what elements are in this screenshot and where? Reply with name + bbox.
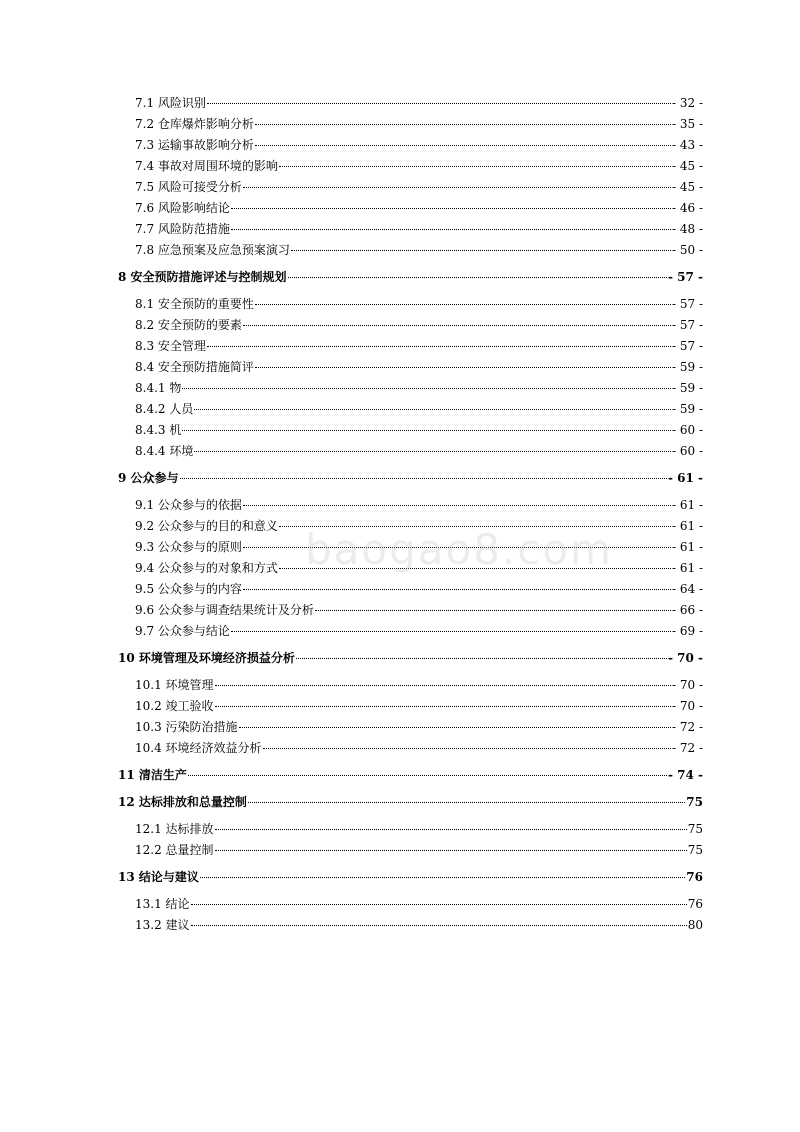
toc-page-number: - 45 - bbox=[671, 159, 703, 173]
toc-page-number: - 57 - bbox=[671, 297, 703, 311]
toc-entry-title: 7.1 风险识别 bbox=[135, 96, 206, 110]
toc-dot-leader bbox=[215, 684, 671, 686]
toc-entry-title: 7.6 风险影响结论 bbox=[135, 201, 230, 215]
toc-entry-title: 8.4.1 物 bbox=[135, 381, 182, 395]
toc-entry-title: 10.2 竣工验收 bbox=[135, 699, 214, 713]
toc-dot-leader bbox=[239, 726, 671, 728]
toc-entry-title: 7.7 风险防范措施 bbox=[135, 222, 230, 236]
toc-dot-leader bbox=[243, 504, 671, 506]
toc-entry-title: 9.6 公众参与调查结果统计及分析 bbox=[135, 603, 314, 617]
toc-dot-leader bbox=[207, 102, 671, 104]
toc-dot-leader bbox=[180, 477, 667, 479]
toc-entry-title: 9.5 公众参与的内容 bbox=[135, 582, 242, 596]
toc-entry-title: 8.4 安全预防措施简评 bbox=[135, 360, 254, 374]
toc-entry-title: 8.4.3 机 bbox=[135, 423, 182, 437]
toc-entry-title: 13 结论与建议 bbox=[118, 870, 199, 884]
toc-section-entry[interactable] bbox=[118, 402, 703, 423]
toc-entry-title: 7.4 事故对周围环境的影响 bbox=[135, 159, 278, 173]
toc-chapter-entry[interactable] bbox=[118, 768, 703, 789]
toc-section-entry[interactable] bbox=[118, 138, 703, 159]
toc-dot-leader bbox=[207, 345, 671, 347]
toc-entry-title: 13.1 结论 bbox=[135, 897, 190, 911]
toc-entry-title: 8.3 安全管理 bbox=[135, 339, 206, 353]
toc-entry-title: 7.3 运输事故影响分析 bbox=[135, 138, 254, 152]
toc-page-number: 75 bbox=[687, 822, 703, 836]
toc-section-entry[interactable] bbox=[118, 159, 703, 180]
toc-section-entry[interactable] bbox=[118, 381, 703, 402]
toc-page-number: - 50 - bbox=[671, 243, 703, 257]
toc-section-entry[interactable] bbox=[118, 843, 703, 864]
toc-dot-leader bbox=[279, 165, 671, 167]
toc-page-number: - 57 - bbox=[671, 339, 703, 353]
toc-page-number: - 66 - bbox=[671, 603, 703, 617]
toc-page-number: - 74 - bbox=[667, 768, 703, 782]
toc-entry-title: 9.7 公众参与结论 bbox=[135, 624, 230, 638]
toc-section-entry[interactable] bbox=[118, 582, 703, 603]
toc-entry-title: 9.2 公众参与的目的和意义 bbox=[135, 519, 278, 533]
toc-section-entry[interactable] bbox=[118, 918, 703, 939]
toc-section-entry[interactable] bbox=[118, 117, 703, 138]
toc-page-number: 75 bbox=[686, 795, 703, 809]
toc-page-number: - 59 - bbox=[671, 360, 703, 374]
toc-dot-leader bbox=[291, 249, 671, 251]
toc-page-number: - 46 - bbox=[671, 201, 703, 215]
toc-page-number: - 60 - bbox=[671, 423, 703, 437]
toc-entry-title: 8.2 安全预防的要素 bbox=[135, 318, 242, 332]
toc-page-number: - 61 - bbox=[671, 561, 703, 575]
toc-dot-leader bbox=[200, 876, 685, 878]
toc-entry-title: 7.5 风险可接受分析 bbox=[135, 180, 242, 194]
toc-section-entry[interactable] bbox=[118, 519, 703, 540]
toc-dot-leader bbox=[191, 924, 687, 926]
toc-entry-title: 8.4.2 人员 bbox=[135, 402, 194, 416]
toc-entry-title: 8.1 安全预防的重要性 bbox=[135, 297, 254, 311]
toc-chapter-entry[interactable] bbox=[118, 795, 703, 816]
toc-entry-title: 13.2 建议 bbox=[135, 918, 190, 932]
toc-section-entry[interactable] bbox=[118, 561, 703, 582]
toc-section-entry[interactable] bbox=[118, 678, 703, 699]
toc-section-entry[interactable] bbox=[118, 720, 703, 741]
toc-entry-title: 10.4 环境经济效益分析 bbox=[135, 741, 262, 755]
toc-entry-title: 12.1 达标排放 bbox=[135, 822, 214, 836]
toc-dot-leader bbox=[248, 801, 685, 803]
toc-section-entry[interactable] bbox=[118, 423, 703, 444]
toc-page-number: 75 bbox=[687, 843, 703, 857]
toc-entry-title: 7.2 仓库爆炸影响分析 bbox=[135, 117, 254, 131]
toc-entry-title: 9.3 公众参与的原则 bbox=[135, 540, 242, 554]
toc-dot-leader bbox=[263, 747, 671, 749]
toc-page-number: 80 bbox=[687, 918, 703, 932]
toc-dot-leader bbox=[255, 123, 671, 125]
toc-page-number: - 70 - bbox=[671, 678, 703, 692]
toc-entry-title: 8 安全预防措施评述与控制规划 bbox=[118, 270, 287, 284]
toc-entry-title: 12.2 总量控制 bbox=[135, 843, 214, 857]
toc-chapter-entry[interactable] bbox=[118, 270, 703, 291]
toc-page-number: - 72 - bbox=[671, 720, 703, 734]
toc-section-entry[interactable] bbox=[118, 444, 703, 465]
toc-dot-leader bbox=[315, 609, 671, 611]
toc-section-entry[interactable] bbox=[118, 96, 703, 117]
toc-dot-leader bbox=[243, 186, 671, 188]
toc-dot-leader bbox=[194, 450, 671, 452]
toc-section-entry[interactable] bbox=[118, 201, 703, 222]
toc-page-number: - 61 - bbox=[671, 498, 703, 512]
toc-section-entry[interactable] bbox=[118, 741, 703, 762]
toc-dot-leader bbox=[296, 657, 667, 659]
toc-page-number: - 70 - bbox=[667, 651, 703, 665]
toc-page-number: 76 bbox=[686, 870, 703, 884]
toc-section-entry[interactable] bbox=[118, 339, 703, 360]
toc-page-number: - 70 - bbox=[671, 699, 703, 713]
toc-dot-leader bbox=[182, 429, 671, 431]
toc-section-entry[interactable] bbox=[118, 243, 703, 264]
toc-dot-leader bbox=[231, 228, 671, 230]
toc-page-number: - 57 - bbox=[667, 270, 703, 284]
toc-dot-leader bbox=[255, 303, 671, 305]
toc-dot-leader bbox=[243, 588, 671, 590]
toc-entry-title: 9.4 公众参与的对象和方式 bbox=[135, 561, 278, 575]
toc-section-entry[interactable] bbox=[118, 822, 703, 843]
toc-section-entry[interactable] bbox=[118, 603, 703, 624]
toc-page-number: - 32 - bbox=[671, 96, 703, 110]
toc-dot-leader bbox=[194, 408, 671, 410]
toc-section-entry[interactable] bbox=[118, 222, 703, 243]
toc-section-entry[interactable] bbox=[118, 897, 703, 918]
toc-page-number: - 43 - bbox=[671, 138, 703, 152]
toc-section-entry[interactable] bbox=[118, 180, 703, 201]
toc-page-number: - 61 - bbox=[671, 540, 703, 554]
toc-page-number: - 64 - bbox=[671, 582, 703, 596]
toc-page-number: - 35 - bbox=[671, 117, 703, 131]
toc-dot-leader bbox=[243, 324, 671, 326]
toc-dot-leader bbox=[231, 630, 671, 632]
toc-page-number: - 59 - bbox=[671, 381, 703, 395]
toc-dot-leader bbox=[215, 849, 687, 851]
toc-dot-leader bbox=[215, 705, 671, 707]
toc-page-number: - 69 - bbox=[671, 624, 703, 638]
toc-chapter-entry[interactable] bbox=[118, 471, 703, 492]
toc-dot-leader bbox=[288, 276, 667, 278]
toc-entry-title: 9 公众参与 bbox=[118, 471, 179, 485]
toc-entry-title: 8.4.4 环境 bbox=[135, 444, 194, 458]
toc-entry-title: 9.1 公众参与的依据 bbox=[135, 498, 242, 512]
toc-section-entry[interactable] bbox=[118, 498, 703, 519]
toc-dot-leader bbox=[231, 207, 671, 209]
toc-page-number: - 48 - bbox=[671, 222, 703, 236]
toc-section-entry[interactable] bbox=[118, 624, 703, 645]
toc-entry-title: 10 环境管理及环境经济损益分析 bbox=[118, 651, 295, 665]
toc-page-number: - 57 - bbox=[671, 318, 703, 332]
toc-section-entry[interactable] bbox=[118, 360, 703, 381]
toc-chapter-entry[interactable] bbox=[118, 870, 703, 891]
toc-page-number: - 61 - bbox=[667, 471, 703, 485]
watermark: baogao8.com bbox=[305, 525, 613, 574]
toc-entry-title: 12 达标排放和总量控制 bbox=[118, 795, 247, 809]
toc-section-entry[interactable] bbox=[118, 297, 703, 318]
toc-dot-leader bbox=[188, 774, 667, 776]
toc-dot-leader bbox=[215, 828, 687, 830]
toc-page-number: 76 bbox=[687, 897, 703, 911]
toc-dot-leader bbox=[255, 144, 671, 146]
toc-entry-title: 11 清洁生产 bbox=[118, 768, 187, 782]
toc-dot-leader bbox=[243, 546, 671, 548]
toc-page-number: - 60 - bbox=[671, 444, 703, 458]
toc-section-entry[interactable] bbox=[118, 699, 703, 720]
toc-dot-leader bbox=[279, 525, 671, 527]
toc-page-number: - 59 - bbox=[671, 402, 703, 416]
toc-entry-title: 7.8 应急预案及应急预案演习 bbox=[135, 243, 290, 257]
toc-dot-leader bbox=[279, 567, 671, 569]
toc-entry-title: 10.1 环境管理 bbox=[135, 678, 214, 692]
toc-dot-leader bbox=[191, 903, 687, 905]
toc-page-number: - 61 - bbox=[671, 519, 703, 533]
toc-entry-title: 10.3 污染防治措施 bbox=[135, 720, 238, 734]
toc-section-entry[interactable] bbox=[118, 540, 703, 561]
toc-dot-leader bbox=[182, 387, 671, 389]
toc-section-entry[interactable] bbox=[118, 318, 703, 339]
toc-dot-leader bbox=[255, 366, 671, 368]
toc-page-number: - 72 - bbox=[671, 741, 703, 755]
toc-page-number: - 45 - bbox=[671, 180, 703, 194]
table-of-contents bbox=[118, 96, 703, 939]
toc-chapter-entry[interactable] bbox=[118, 651, 703, 672]
